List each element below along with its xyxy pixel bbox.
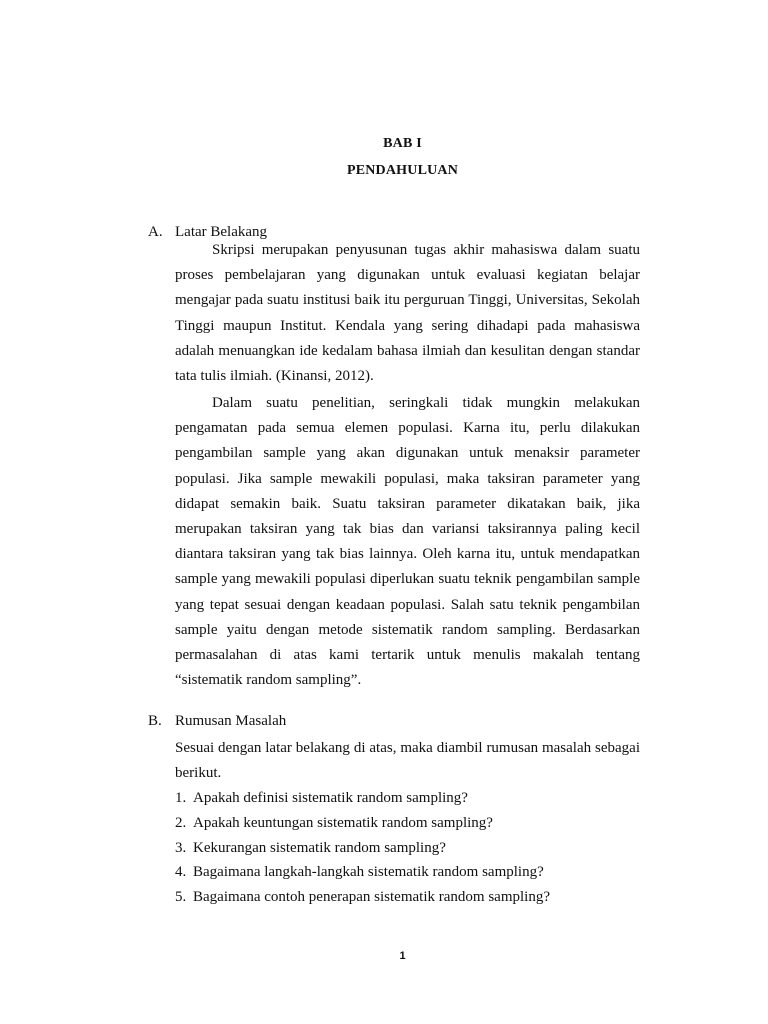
list-item-text: Apakah definisi sistematik random sampling? — [193, 790, 468, 806]
section-b-letter: B. — [148, 713, 162, 729]
list-item — [175, 860, 550, 885]
rumusan-intro: Sesuai dengan latar belakang di atas, maka diambil rumusan masalah sebagai berikut. — [175, 740, 640, 782]
chapter-title: PENDAHULUAN — [346, 163, 459, 178]
chapter-label: BAB I — [383, 136, 422, 151]
section-b-title: Rumusan Masalah — [175, 713, 287, 729]
list-item-text: Apakah keuntungan sistematik random sampling? — [193, 814, 493, 831]
list-item — [175, 836, 550, 861]
list-item — [175, 811, 550, 836]
list-item-number: 4. — [175, 864, 187, 881]
paragraph-latar-belakang-2: Dalam suatu penelitian, seringkali tidak mungkin melakukan pengamatan pada semua elemen populasi. Karna itu, perlu dilakukan pengambilan sample yang akan digunakan untuk menaksir parameter populasi. Jika sample mewakili populasi, maka taksiran parameter yang didapat semakin baik. Suatu taksiran parameter dikatakan baik, jika merupakan taksiran yang tak bias dan variansi taksirannya paling kecil diantara taksiran yang tak bias lainnya. Oleh karna itu, untuk mendapatkan sample yang mewakili populasi diperlukan suatu teknik pengambilan sample yang tepat sesuai dengan keadaan populasi. Salah satu teknik pengambilan sample yaitu dengan metode sistematik random sampling. Berdasarkan permasalahan di atas kami tertarik untuk menulis makalah tentang “sistematik random sampling”. — [175, 395, 640, 689]
paragraph-latar-belakang-1: Skripsi merupakan penyusunan tugas akhir mahasiswa dalam suatu proses pembelajaran yang digunakan untuk evaluasi kegiatan belajar mengajar pada suatu institusi baik itu perguruan Tinggi, Universitas, Sekolah Tinggi maupun Institut. Kendala yang sering dihadapi pada mahasiswa adalah menuangkan ide kedalam bahasa ilmiah dan kesulitan dengan standar tata tulis ilmiah. (Kinansi, 2012). — [175, 242, 640, 385]
list-item-number: 1. — [175, 790, 187, 806]
list-item-text: Bagaimana contoh penerapan sistematik random sampling? — [193, 889, 550, 906]
list-item-number: 3. — [175, 839, 187, 856]
list-item-number: 5. — [175, 889, 187, 906]
page-number: 1 — [399, 950, 406, 962]
list-item-number: 2. — [175, 814, 187, 831]
section-a-title: Latar Belakang — [175, 224, 268, 240]
section-a-letter: A. — [148, 224, 163, 240]
list-item-text: Bagaimana langkah-langkah sistematik random sampling? — [193, 864, 544, 881]
rumusan-list — [175, 786, 550, 910]
list-item-text: Kekurangan sistematik random sampling? — [193, 839, 446, 856]
list-item — [175, 885, 550, 910]
list-item — [175, 786, 550, 811]
